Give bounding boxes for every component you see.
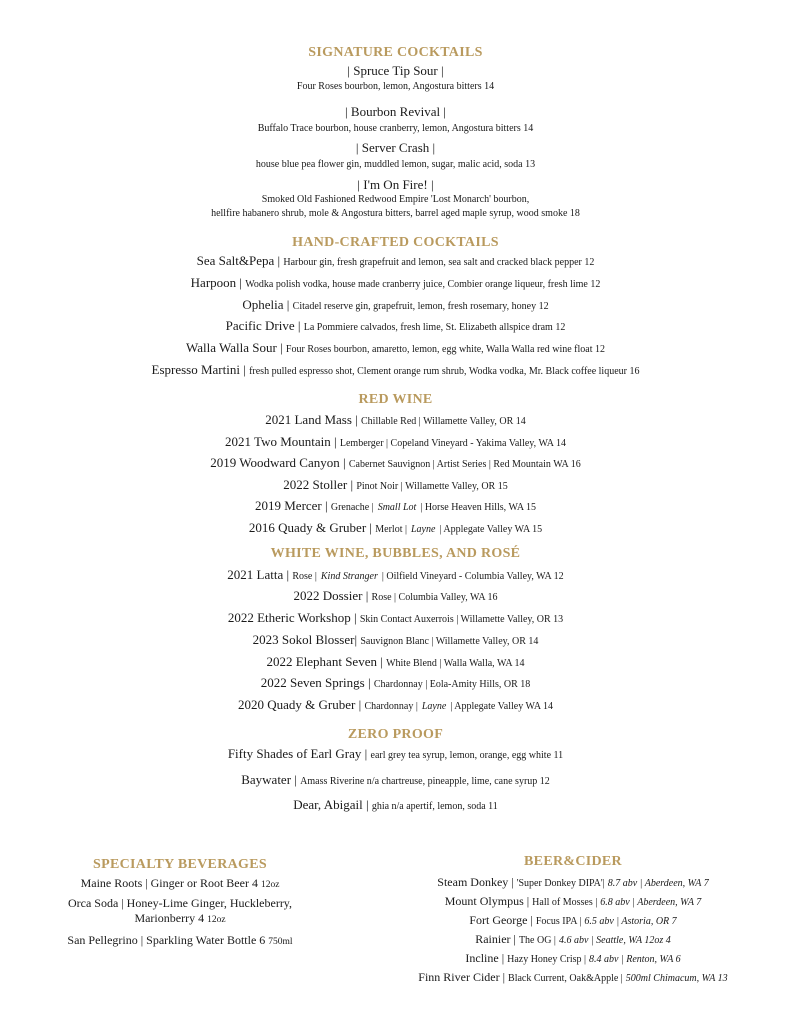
signature-item-desc: Four Roses bourbon, lemon, Angostura bitters 14 [296,81,495,92]
item-name: 2022 Elephant Seven [266,654,377,669]
item-desc: Cabernet Sauvignon | Artist Series | Red Mountain WA 16 [348,459,581,470]
beer-item: Finn River Cider | Black Current, Oak&Apple | 500ml Chimacum, WA 13 [418,970,728,984]
item-desc: | Applegate Valley WA 15 [439,524,543,535]
red-wine-item: 2019 Mercer | Grenache | Small Lot | Horse Heaven Hills, WA 15 [254,498,537,513]
item-text: San Pellegrino | Sparkling Water Bottle 6 [67,933,266,947]
item-desc: Hazy Honey Crisp | [507,954,587,965]
item-size: 12oz [260,880,280,890]
item-desc: Rose | [292,571,317,582]
item-desc: The OG | [518,935,556,946]
item-size: 750ml [268,937,293,947]
item-desc: Chardonnay | Eola-Amity Hills, OR 18 [373,679,531,690]
beer-item: Mount Olympus | Hall of Mosses | 6.8 abv | Aberdeen, WA 7 [444,894,702,908]
signature-item-desc: Buffalo Trace bourbon, house cranberry, lemon, Angostura bitters 14 [257,123,534,134]
item-desc: Sauvignon Blanc | Willamette Valley, OR 14 [360,636,539,647]
item-name: 2021 Latta [227,567,284,582]
beer-item: Fort George | Focus IPA | 6.5 abv | Astoria, OR 7 [469,913,677,927]
item-detail: 4.6 abv | Seattle, WA 12oz 4 [558,935,671,946]
white-wine-item: 2022 Seven Springs | Chardonnay | Eola-Amity Hills, OR 18 [260,675,531,690]
item-desc: Amass Riverine n/a chartreuse, pineapple, lime, cane syrup 12 [300,776,550,787]
item-desc: fresh pulled espresso shot, Clement orange rum shrub, Wodka vodka, Mr. Black coffee liqueur 16 [249,366,640,377]
signature-item-name: | I'm On Fire! | [357,177,434,192]
handcrafted-item: Espresso Martini | fresh pulled espresso shot, Clement orange rum shrub, Wodka vodka, Mr. Black coffee liqueur 16 [151,362,640,377]
red-wine-item: 2019 Woodward Canyon | Cabernet Sauvignon | Artist Series | Red Mountain WA 16 [210,455,581,470]
item-name: 2019 Mercer [254,498,322,513]
specialty-item [20,911,340,926]
item-name: 2021 Land Mass [265,412,352,427]
item-desc-italic: Kind Stranger [320,571,378,582]
handcrafted-item: Pacific Drive | La Pommiere calvados, fresh lime, St. Elizabeth allspice dram 12 [225,318,566,333]
item-desc: earl grey tea syrup, lemon, orange, egg white 11 [370,750,564,761]
red-wine-item: 2022 Stoller | Pinot Noir | Willamette Valley, OR 15 [283,477,508,492]
item-name: Pacific Drive [225,318,295,333]
handcrafted-item: Ophelia | Citadel reserve gin, grapefruit, lemon, fresh rosemary, honey 12 [242,297,549,312]
white-wine-item: 2020 Quady & Gruber | Chardonnay | Layne | Applegate Valley WA 14 [237,697,554,712]
item-name: 2022 Stoller [283,477,348,492]
item-desc: Skin Contact Auxerrois | Willamette Valley, OR 13 [359,614,564,625]
item-desc: Merlot | [375,524,407,535]
red-wine-item: 2021 Land Mass | Chillable Red | Willamette Valley, OR 14 [265,412,526,427]
item-name: Ophelia [242,297,284,312]
red-wine-heading: RED WINE [358,392,433,407]
handcrafted-item: Sea Salt&Pepa | Harbour gin, fresh grapefruit and lemon, sea salt and cracked black pepper 12 [196,253,595,268]
item-name: Dear, Abigail [293,797,363,812]
item-desc: | Applegate Valley WA 14 [450,701,554,712]
item-desc-italic: Layne [410,524,436,535]
red-wine-item: 2021 Two Mountain | Lemberger | Copeland Vineyard - Yakima Valley, WA 14 [225,434,566,449]
specialty-item [20,933,340,948]
white-wine-item: 2022 Dossier | Rose | Columbia Valley, WA 16 [293,588,498,603]
signature-item-name: | Spruce Tip Sour | [347,63,444,78]
item-desc: Citadel reserve gin, grapefruit, lemon, fresh rosemary, honey 12 [292,301,549,312]
white-wine-item: 2023 Sokol Blosser| Sauvignon Blanc | Willamette Valley, OR 14 [252,632,539,647]
item-desc: | Oilfield Vineyard - Columbia Valley, WA 12 [381,571,564,582]
white-wine-heading: WHITE WINE, BUBBLES, AND ROSÉ [270,546,521,561]
specialty-heading: SPECIALTY BEVERAGES [93,857,267,872]
item-desc: Wodka polish vodka, house made cranberry juice, Combier orange liqueur, fresh lime 12 [245,279,601,290]
item-text: Maine Roots | Ginger or Root Beer 4 [80,876,258,890]
item-name: 2019 Woodward Canyon [210,455,340,470]
zero-proof-item: Baywater | Amass Riverine n/a chartreuse, pineapple, lime, cane syrup 12 [241,772,550,787]
item-size: 12oz [207,915,226,925]
beer-heading: BEER&CIDER [524,854,622,869]
item-detail: 6.8 abv | Aberdeen, WA 7 [600,897,702,908]
signature-item-name: | Bourbon Revival | [345,104,446,119]
item-name: Baywater [241,772,292,787]
signature-item-desc: Smoked Old Fashioned Redwood Empire 'Lost Monarch' bourbon, [261,194,530,205]
item-name: Rainier [475,932,511,946]
item-desc: Rose | Columbia Valley, WA 16 [371,592,498,603]
zero-proof-item: Dear, Abigail | ghia n/a apertif, lemon, soda 11 [293,797,498,812]
item-desc: Grenache | [330,502,374,513]
item-desc: Hall of Mosses | [532,897,598,908]
zero-proof-item: Fifty Shades of Earl Gray | earl grey tea syrup, lemon, orange, egg white 11 [227,746,564,761]
beer-item: Incline | Hazy Honey Crisp | 8.4 abv | Renton, WA 6 [465,951,681,965]
signature-heading: SIGNATURE COCKTAILS [308,45,483,60]
item-name: Incline [465,951,499,965]
item-desc: Pinot Noir | Willamette Valley, OR 15 [356,481,508,492]
item-desc: White Blend | Walla Walla, WA 14 [386,658,525,669]
item-desc: La Pommiere calvados, fresh lime, St. Elizabeth allspice dram 12 [303,322,566,333]
item-desc: Chillable Red | Willamette Valley, OR 14 [361,416,526,427]
item-name: Walla Walla Sour [186,340,277,355]
specialty-item [20,896,340,911]
item-name: 2023 Sokol Blosser [252,632,355,647]
beer-item: Rainier | The OG | 4.6 abv | Seattle, WA 12oz 4 [475,932,671,946]
item-name: Mount Olympus [444,894,524,908]
item-name: Steam Donkey [437,875,509,889]
white-wine-item: 2022 Elephant Seven | White Blend | Walla Walla, WA 14 [266,654,525,669]
item-detail: 8.7 abv | Aberdeen, WA 7 [607,878,709,889]
item-desc-italic: Small Lot [377,502,417,513]
item-desc: Black Current, Oak&Apple | [508,973,623,984]
red-wine-item: 2016 Quady & Gruber | Merlot | Layne | Applegate Valley WA 15 [248,520,543,535]
handcrafted-item: Walla Walla Sour | Four Roses bourbon, amaretto, lemon, egg white, Walla Walla red wine float 12 [186,340,605,355]
item-name: Fifty Shades of Earl Gray [227,746,362,761]
item-name: Espresso Martini [151,362,240,377]
specialty-item [20,876,340,891]
item-text: Orca Soda | Honey-Lime Ginger, Huckleberry, [67,896,293,910]
item-name: Sea Salt&Pepa [196,253,275,268]
item-detail: 6.5 abv | Astoria, OR 7 [584,916,677,927]
handcrafted-heading: HAND-CRAFTED COCKTAILS [292,235,499,250]
signature-item-desc: hellfire habanero shrub, mole & Angostura bitters, barrel aged maple syrup, wood smoke 18 [211,208,580,219]
item-name: Fort George [469,913,528,927]
beer-item: Steam Donkey | 'Super Donkey DIPA'| 8.7 abv | Aberdeen, WA 7 [437,875,709,889]
item-desc: | Horse Heaven Hills, WA 15 [420,502,537,513]
item-desc: Four Roses bourbon, amaretto, lemon, egg white, Walla Walla red wine float 12 [285,344,605,355]
item-name: Harpoon [190,275,237,290]
handcrafted-item: Harpoon | Wodka polish vodka, house made cranberry juice, Combier orange liqueur, fresh lime 12 [190,275,601,290]
item-detail: 8.4 abv | Renton, WA 6 [589,954,681,965]
item-desc: 'Super Donkey DIPA'| [516,878,605,889]
white-wine-item: 2021 Latta | Rose | Kind Stranger | Oilfield Vineyard - Columbia Valley, WA 12 [227,567,564,582]
item-name: 2022 Seven Springs [260,675,365,690]
item-desc: Harbour gin, fresh grapefruit and lemon, sea salt and cracked black pepper 12 [283,257,595,268]
item-name: 2021 Two Mountain [225,434,331,449]
item-name: 2020 Quady & Gruber [237,697,356,712]
item-desc: Focus IPA | [535,916,582,927]
item-name: Finn River Cider [418,970,500,984]
signature-item-desc: house blue pea flower gin, muddled lemon, sugar, malic acid, soda 13 [255,159,536,170]
white-wine-item: 2022 Etheric Workshop | Skin Contact Auxerrois | Willamette Valley, OR 13 [227,610,564,625]
zero-proof-heading: ZERO PROOF [347,727,444,742]
item-name: 2016 Quady & Gruber [248,520,367,535]
item-text: Marionberry 4 [134,911,205,925]
item-desc: Chardonnay | [364,701,418,712]
item-name: 2022 Dossier [293,588,363,603]
item-desc: ghia n/a apertif, lemon, soda 11 [371,801,498,812]
item-name: 2022 Etheric Workshop [227,610,351,625]
item-desc-italic: Layne [421,701,447,712]
item-detail: 500ml Chimacum, WA 13 [625,973,728,984]
item-desc: Lemberger | Copeland Vineyard - Yakima Valley, WA 14 [339,438,566,449]
signature-item-name: | Server Crash | [355,140,436,155]
